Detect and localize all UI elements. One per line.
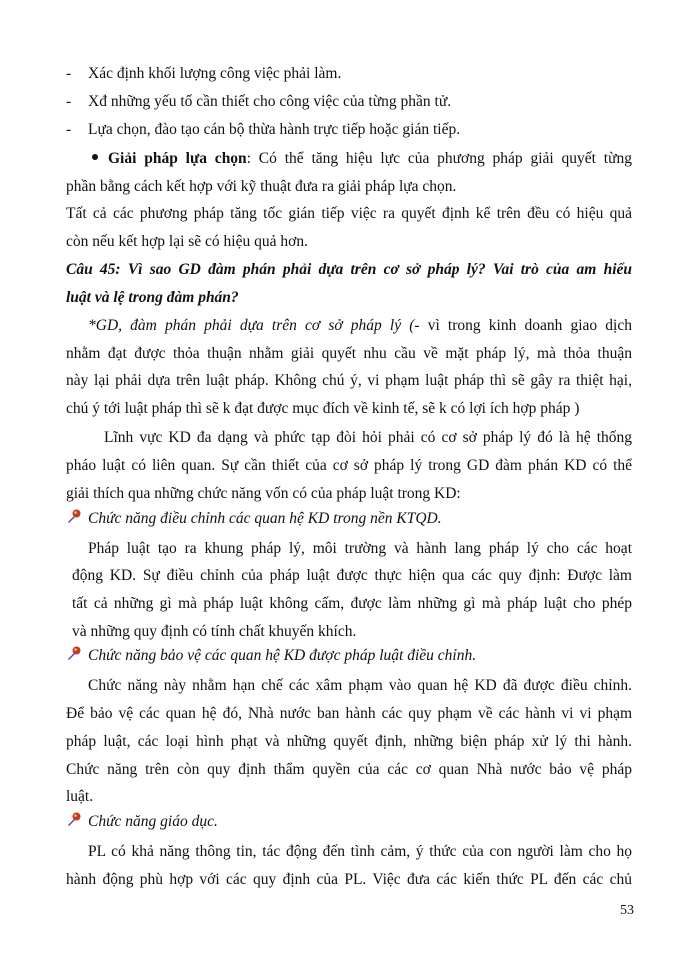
intro-italic: *GD, đàm phán phải dựa trên cơ sở pháp lý ( [88, 317, 415, 334]
function-2-line-2: Để bảo vệ các quan hệ đó, Nhà nước ban hành các quy phạm về các hành vi vi phạm [66, 705, 632, 722]
pin-body [68, 819, 75, 826]
intro-line-2: nhằm đạt được thỏa thuận nhằm giải quyết nhu cầu về mặt pháp lý, mà thỏa thuận [66, 345, 632, 362]
list-item-text: Xđ những yếu tố cần thiết cho công việc của từng phần tử. [88, 93, 452, 110]
solution-text: : Có thể tăng hiệu lực của phương pháp giải quyết từng [246, 150, 632, 167]
pushpin-icon [66, 645, 82, 661]
function-3-line-1: PL có khả năng thông tin, tác động đến tình cảm, ý thức của con người làm cho họ [88, 843, 632, 860]
field-line-3: giải thích qua những chức năng vốn có của pháp luật trong KD: [66, 485, 461, 502]
function-heading-2: Chức năng bảo vệ các quan hệ KD được pháp luật điều chỉnh. [88, 647, 477, 664]
pin-shine [74, 648, 77, 651]
question-heading-line-2: luật và lệ trong đàm phán? [66, 289, 239, 306]
function-heading-3: Chức năng giáo dục. [88, 813, 218, 830]
pin-shine [74, 814, 77, 817]
intro-rest: - vì trong kinh doanh giao dịch [414, 317, 632, 334]
solution-title: Giải pháp lựa chọn [108, 150, 247, 167]
pin-body [68, 653, 75, 660]
function-heading-1: Chức năng điều chỉnh các quan hệ KD trong nền KTQD. [88, 510, 442, 527]
pin-head [73, 510, 81, 518]
function-1-line-3: tất cả những gì mà pháp luật không cấm, được làm những gì mà pháp luật cho phép [72, 595, 632, 612]
function-2-line-3: pháp luật, các loại hình phạt và những quyết định, những biện pháp xử lý thi hành. [66, 733, 632, 750]
function-1-line-4: và những quy định có tính chất khuyến khích. [72, 623, 357, 640]
dash-marker: - [66, 65, 72, 82]
pushpin-icon [66, 811, 82, 827]
pin-shine [74, 511, 77, 514]
solution-line-1 [92, 149, 632, 169]
dash-marker: - [66, 121, 72, 138]
intro-line-4: chú ý tới luật pháp thì sẽ k đạt được mục đích về kinh tế, sẽ k có lợi ích hợp pháp ) [66, 400, 580, 417]
pin-head [73, 813, 81, 821]
pin-body [68, 516, 75, 523]
field-line-1: Lĩnh vực KD đa dạng và phức tạp đòi hỏi phải có cơ sở pháp lý đó là hệ thống [104, 429, 632, 446]
bullet-icon [92, 154, 98, 160]
question-heading-line-1: Câu 45: Vì sao GD đàm phán phải dựa trên cơ sở pháp lý? Vai trò của am hiểu [66, 261, 632, 278]
dash-marker: - [66, 93, 72, 110]
function-3-line-2: hành động phù hợp với các quy định của PL. Việc đưa các kiến thức PL đến các chủ [66, 871, 632, 888]
solution-line-2: phần bằng cách kết hợp với kỹ thuật đưa ra giải pháp lựa chọn. [66, 178, 457, 195]
list-item-text: Xác định khối lượng công việc phải làm. [88, 65, 342, 82]
function-1-line-1: Pháp luật tạo ra khung pháp lý, môi trường và hành lang pháp lý cho các hoạt [88, 540, 632, 557]
field-line-2: pháo luật có liên quan. Sự cần thiết của cơ sở pháp lý trong GD đàm phán KD có thể [66, 457, 632, 474]
pin-head [73, 647, 81, 655]
list-item-text: Lựa chọn, đào tạo cán bộ thừa hành trực tiếp hoặc gián tiếp. [88, 121, 461, 138]
summary-line-1: Tất cả các phương pháp tăng tốc gián tiếp việc ra quyết định kể trên đều có hiệu quả [66, 205, 632, 222]
function-1-line-2: động KD. Sự điều chỉnh của pháp luật được thực hiện qua các quy định: Được làm [72, 567, 632, 584]
function-2-line-4: Chức năng trên còn quy định thẩm quyền của các cơ quan Nhà nước bảo vệ pháp [66, 761, 632, 778]
summary-line-2: còn nếu kết hợp lại sẽ có hiệu quả hơn. [66, 233, 308, 250]
page-number: 53 [620, 903, 634, 918]
function-2-line-1: Chức năng này nhằm hạn chế các xâm phạm vào quan hệ KD đã được điều chỉnh. [88, 677, 632, 694]
intro-line-1 [88, 316, 632, 336]
pushpin-icon [66, 508, 82, 524]
intro-line-3: này lại phải dựa trên luật pháp. Không chú ý, vi phạm luật pháp thì sẽ gây ra thiệt hại, [66, 372, 632, 389]
function-2-line-5: luật. [66, 788, 94, 805]
